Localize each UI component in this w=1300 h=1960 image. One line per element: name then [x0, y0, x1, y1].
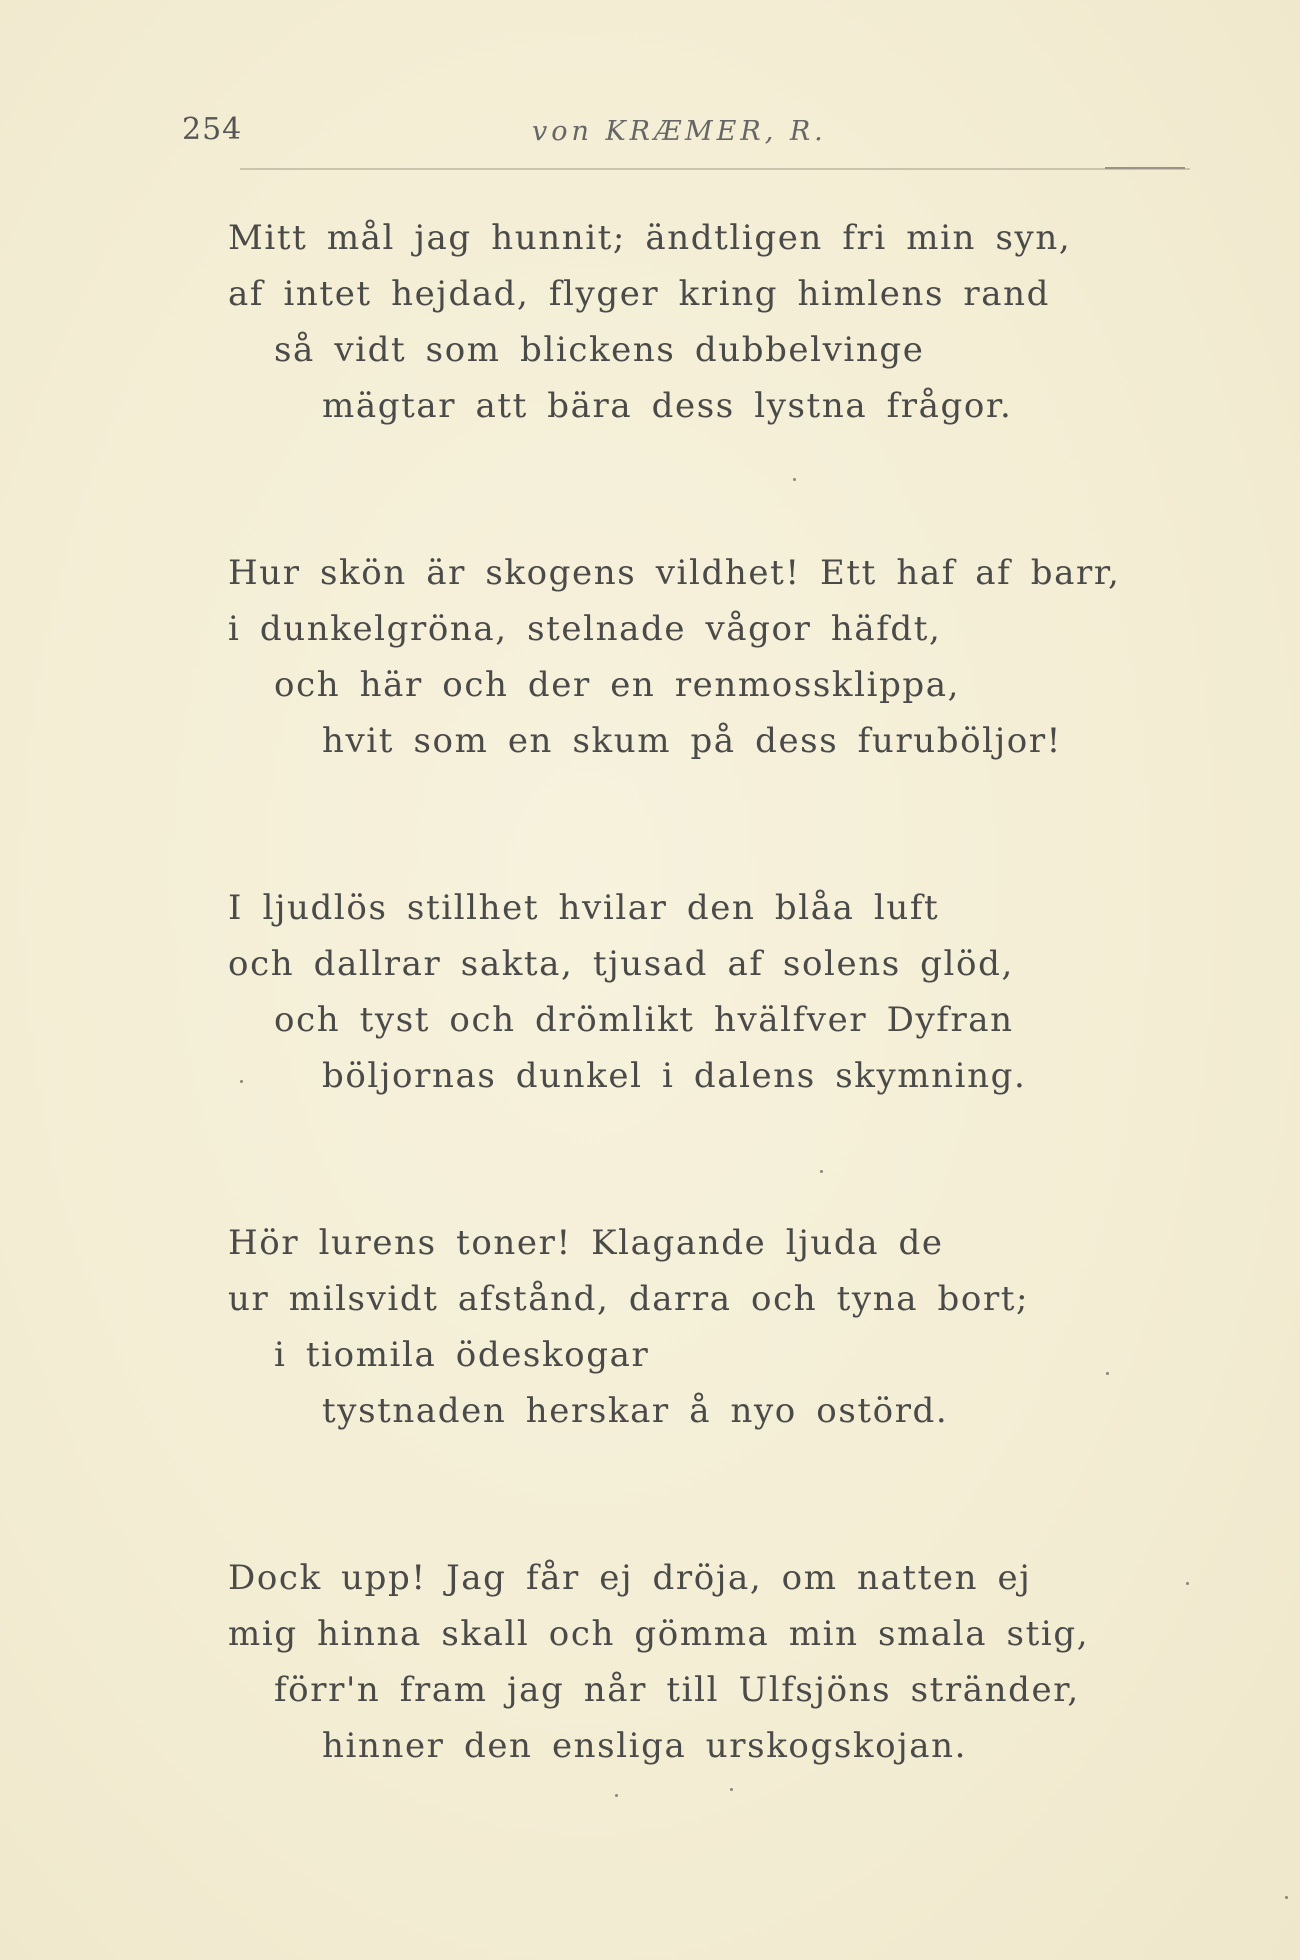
poem-line: hvit som en skum på dess furuböljor! — [322, 721, 1062, 761]
poem-line: så vidt som blickens dubbelvinge — [274, 330, 925, 370]
poem-line: ur milsvidt afstånd, darra och tyna bort; — [228, 1279, 1030, 1319]
paper-speck — [730, 1788, 733, 1791]
poem-line: i dunkelgröna, stelnade vågor häfdt, — [228, 609, 942, 649]
poem-line: mig hinna skall och gömma min smala stig, — [228, 1614, 1090, 1654]
paper-speck — [1285, 1896, 1288, 1899]
paper-speck — [1106, 1372, 1109, 1375]
poem-line: böljornas dunkel i dalens skymning. — [322, 1056, 1027, 1096]
running-head: von KRÆMER, R. — [532, 116, 827, 147]
paper-speck — [240, 1080, 243, 1083]
poem — [228, 210, 1208, 1885]
paper-speck — [820, 1170, 823, 1173]
poem-line: mägtar att bära dess lystna frågor. — [322, 386, 1013, 426]
header-rule — [240, 168, 1190, 170]
stanza-3 — [228, 880, 1208, 1104]
poem-line: Hur skön är skogens vildhet! Ett haf af barr, — [228, 553, 1121, 593]
paper-speck — [793, 478, 796, 481]
stanza-1 — [228, 210, 1208, 434]
paper-speck — [615, 1794, 618, 1797]
header-rule-end — [1105, 167, 1185, 169]
poem-line: Dock upp! Jag får ej dröja, om natten ej — [228, 1558, 1032, 1598]
poem-line: tystnaden herskar å nyo ostörd. — [322, 1391, 949, 1431]
poem-line: Mitt mål jag hunnit; ändtligen fri min syn, — [228, 218, 1072, 258]
poem-line: hinner den ensliga urskogskojan. — [322, 1726, 968, 1766]
page-header — [182, 112, 1182, 156]
stanza-4 — [228, 1215, 1208, 1439]
poem-line: af intet hejdad, flyger kring himlens rand — [228, 274, 1051, 314]
poem-line: och här och der en renmossklippa, — [274, 665, 961, 705]
poem-line: förr'n fram jag når till Ulfsjöns stränder, — [274, 1670, 1080, 1710]
page-number: 254 — [182, 112, 243, 147]
stanza-5 — [228, 1550, 1208, 1774]
poem-line: Hör lurens toner! Klagande ljuda de — [228, 1223, 944, 1263]
poem-line: i tiomila ödeskogar — [274, 1335, 650, 1375]
stanza-2 — [228, 545, 1208, 769]
poem-line: och tyst och drömlikt hvälfver Dyfran — [274, 1000, 1014, 1040]
poem-line: och dallrar sakta, tjusad af solens glöd, — [228, 944, 1014, 984]
poem-line: I ljudlös stillhet hvilar den blåa luft — [228, 888, 940, 928]
paper-speck — [1186, 1582, 1189, 1585]
